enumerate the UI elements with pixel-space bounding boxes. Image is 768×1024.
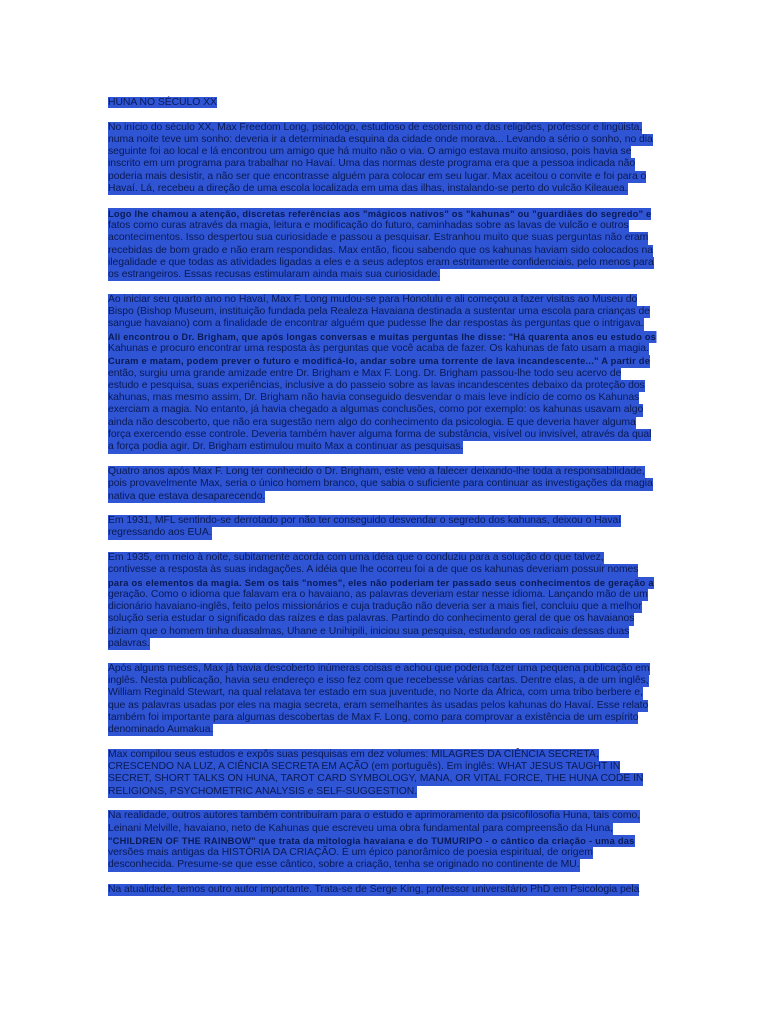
text-line: força exercendo esse controle. Deveria também haver alguma forma de substância, visível ou invisível, através da qual [108, 429, 652, 441]
text-line: Ali encontrou o Dr. Brigham, que após longas conversas e muitas perguntas lhe disse: "Há quarenta anos eu estudo os [108, 331, 656, 342]
text-line: Na realidade, outros autores também contribuíram para o estudo e aprimoramento da psicofilosofia Huna, tais como, [108, 810, 641, 822]
text-line: inglês. Nesta publicação, havia seu endereço e isso fez com que recebesse várias cartas. Dentre elas, a de um inglês, [108, 674, 649, 686]
text-line: Em 1931, MFL sentindo-se derrotado por não ter conseguido desvendar o segredo dos kahunas, deixou o Havaí [108, 515, 622, 527]
paragraph-8 [108, 749, 656, 798]
paragraph-6 [108, 552, 656, 650]
text-line: Max compilou seus estudos e expôs suas pesquisas em dez volumes: MILAGRES DA CIÊNCIA SECRETA, [108, 748, 599, 760]
text-line: então, surgiu uma grande amizade entre Dr. Brigham e Max F. Long. Dr. Brigham passou-lhe todo seu acervo de [108, 367, 622, 379]
paragraph-1 [108, 122, 656, 196]
text-line: desconhecida. Presume-se que esse cântico, sobre a criação, tenha se originado no continente de MU. [108, 859, 580, 871]
title-text: HUNA NO SÉCULO XX [108, 97, 217, 108]
text-line: Após alguns meses, Max já havia descoberto inúmeras coisas e achou que poderia fazer uma pequena publicação em [108, 662, 650, 674]
text-line: Kahunas e procuro encontrar uma resposta às perguntas que você acaba de fazer. Os kahunas de fato usam a magia. [108, 342, 649, 354]
text-line: recebidas de bom grado e não eram respondidas. Max então, ficou sabendo que os kahunas haviam sido colocados na [108, 244, 653, 256]
text-line: William Reginald Stewart, na qual relatava ter estado em sua juventude, no Norte da África, com uma tribo berbere e, [108, 687, 643, 699]
text-line: dicionário havaiano-inglês, feito pelos missionários e cuja tradução não deveria ser a mais fiel, concluiu que a melhor [108, 601, 642, 613]
text-line: acontecimentos. Isso despertou sua curiosidade e passou a pesquisar. Estranhou muito que suas perguntas não eram [108, 232, 649, 244]
text-line: Na atualidade, temos outro autor importante. Trata-se de Serge King, professor universitário PhD em Psicologia pela [108, 884, 640, 895]
text-line: para os elementos da magia. Sem os tais "nomes", eles não poderiam ter passado seus conhecimentos de geração a [108, 577, 654, 588]
text-line: solução seria estudar o significado das raízes e das palavras. Partindo do conhecimento geral de que os havaianos [108, 613, 635, 625]
paragraph-3 [108, 294, 656, 454]
text-line: nativa que estava desaparecendo. [108, 490, 266, 502]
text-line: regressando aos EUA. [108, 527, 212, 539]
text-line: No início do século XX, Max Freedom Long, psicólogo, estudioso de esoterismo e das religiões, professor e lingüista, [108, 121, 643, 133]
text-line: numa noite teve um sonho: deveria ir a determinada esquina da cidade onde morava... Levando a sério o sonho, no dia [108, 133, 653, 145]
text-line: versões mais antigas da HISTÓRIA DA CRIAÇÃO. É um épico panorâmico de poesia espiritual, de origem [108, 847, 593, 859]
document-title [108, 97, 656, 109]
text-line: denominado Aumakua. [108, 724, 214, 736]
text-line: que as palavras usadas por eles na magia secreta, eram semelhantes às usadas pelos kahunas do Havaí. Esse relato [108, 699, 649, 711]
text-line: pois provavelmente Max, seria o único homem branco, que sabia o suficiente para continuar as investigações da magia [108, 478, 653, 490]
text-line: "CHILDREN OF THE RAINBOW" que trata da mitologia havaiana e do TUMURIPO - o cântico da criação - uma das [108, 835, 635, 846]
text-line: SECRET, SHORT TALKS ON HUNA, TAROT CARD SYMBOLOGY, MANA, OR VITAL FORCE, THE HUNA CODE IN [108, 773, 644, 785]
text-line: Em 1935, em meio à noite, subitamente acorda com uma idéia que o conduziu para a solução do que talvez, [108, 551, 604, 563]
text-line: kahunas, mas mesmo assim, Dr. Brigham não havia conseguido desvendar o mais leve indício de como os Kahunas [108, 392, 640, 404]
text-line: Bispo (Bishop Museum, instituição fundada pela Realeza Havaiana destinada a sustentar uma escola para crianças de [108, 306, 650, 318]
paragraph-7 [108, 663, 656, 737]
text-line: palavras. [108, 638, 150, 650]
text-line: os estrangeiros. Essas recusas estimularam ainda mais sua curiosidade. [108, 269, 441, 281]
text-line: ilegalidade e que todas as atividades ligadas a eles e a seus adeptos eram estritamente confidenciais, pelo menos para [108, 256, 654, 268]
text-line: geração. Como o idioma que falavam era o havaiano, as palavras deveriam estar nesse idioma. Lançando mão de um [108, 588, 648, 600]
text-line: Curam e matam, podem prever o futuro e modificá-lo, andar sobre uma torrente de lava incandescente..." A partir de [108, 356, 651, 367]
paragraph-10 [108, 884, 656, 896]
text-line: Quatro anos após Max F. Long ter conhecido o Dr. Brigham, este veio a falecer deixando-lhe toda a responsabilidade, [108, 465, 645, 477]
text-line: CRESCENDO NA LUZ, A CIÊNCIA SECRETA EM AÇÃO (em português). Em inglês: WHAT JESUS TAUGHT IN [108, 761, 621, 773]
paragraph-5 [108, 515, 656, 540]
text-line: RELIGIONS, PSYCHOMETRIC ANALYSIS e SELF-SUGGESTION. [108, 785, 418, 797]
text-line: Leinani Melville, havaiano, neto de Kahunas que escreveu uma obra fundamental para compreensão da Huna, [108, 822, 613, 834]
text-line: diziam que o homem tinha duasalmas, Uhane e Unihipili, iniciou sua pesquisa, estudando os radicais dessas duas [108, 625, 630, 637]
text-line: contivesse a resposta às suas indagações. A idéia que lhe ocorreu foi a de que os kahunas deveriam possuir nomes [108, 564, 639, 576]
text-line: Logo lhe chamou a atenção, discretas referências aos "mágicos nativos" os "kahunas" ou "guardiães do segredo" e [108, 208, 652, 219]
text-line: Havaí. Lá, recebeu a direção de uma escola localizada em uma das ilhas, instalando-se perto do vulcão Kileauea. [108, 183, 628, 195]
text-line: inscrito em um programa para trabalhar no Havaí. Uma das normas deste programa era que a pessoa indicada não [108, 158, 636, 170]
text-line: estudo e pesquisa, suas experiências, inclusive a do passeio sobre as lavas incandescentes debaixo da proteção dos [108, 379, 645, 391]
paragraph-9 [108, 810, 656, 871]
text-line: poderia mais desistir, a não ser que encontrasse alguém para colocar em seu lugar. Max aceitou o convite e foi para o [108, 170, 647, 182]
text-line: também foi importante para algumas descobertas de Max F. Long, como para comprovar a existência de um espírito [108, 711, 639, 723]
paragraph-2 [108, 208, 656, 282]
text-line: fatos como curas através da magia, leitura e modificação do futuro, caminhadas sobre as lavas de vulcão e outros [108, 219, 629, 231]
text-line: ainda não descoberto, que não era sugestão nem algo do conhecimento da psicologia. E que deveria haver alguma [108, 416, 636, 428]
text-line: sangue havaiano) com a finalidade de encontrar alguém que pudesse lhe dar respostas às perguntas que o intrigava. [108, 318, 644, 330]
paragraph-4 [108, 466, 656, 503]
text-line: seguinte foi ao local e lá encontrou um amigo que há muito não o via. O amigo estava muito ansioso, pois havia se [108, 146, 632, 158]
text-line: exerciam a magia. No entanto, já havia chegado a algumas conclusões, como por exemplo: os kahunas usavam algo [108, 404, 644, 416]
text-line: Ao iniciar seu quarto ano no Havaí, Max F. Long mudou-se para Honolulu e ali começou a fazer visitas ao Museu do [108, 293, 638, 305]
text-line: a força podia agir. Dr. Brigham estimulou muito Max a continuar as pesquisas. [108, 441, 464, 453]
document-body [108, 97, 656, 896]
